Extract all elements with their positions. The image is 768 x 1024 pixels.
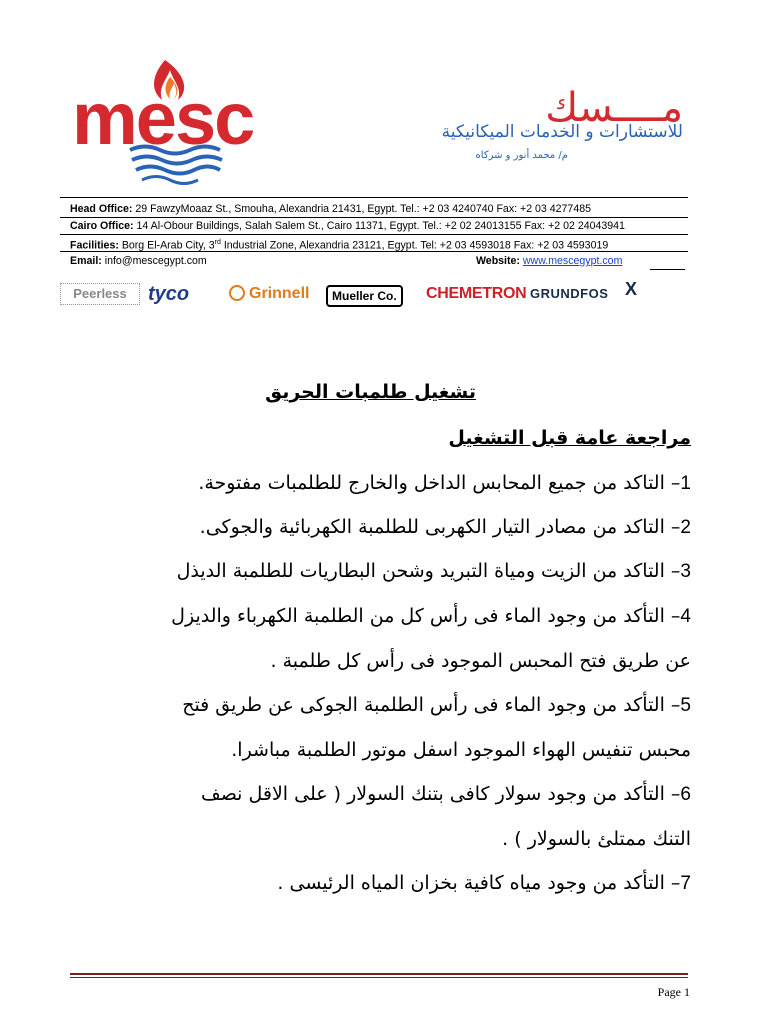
step-text: التأكد من وجود الماء فى رأس الطلمبة الجوكى عن طريق فتح <box>182 694 671 716</box>
step-text: التاكد من الزيت ومياة التبريد وشحن البطاريات للطلمبة الديذل <box>176 560 671 582</box>
footer-rule-thin <box>70 977 688 978</box>
footer-rule <box>70 973 688 975</box>
contact-divider <box>60 251 688 252</box>
step-3: 3– التاكد من الزيت ومياة التبريد وشحن البطاريات للطلمبة الديذل <box>176 560 691 582</box>
website-line <box>476 254 622 268</box>
chemetron-logo: CHEMETRON <box>426 285 527 302</box>
cairo-office-label: Cairo Office: <box>70 220 134 232</box>
step-text: التأكد من وجود مياه كافية بخزان المياه الرئيسى . <box>277 872 671 894</box>
head-office-line <box>70 202 690 216</box>
step-number: 6 <box>680 784 691 805</box>
email-label: Email: <box>70 255 102 267</box>
email-line <box>70 254 370 268</box>
step-number: 7 <box>680 873 691 894</box>
arabic-brand-name: مــــسك <box>545 85 683 131</box>
step-text: التأكد من وجود الماء فى رأس كل من الطلمبة الكهرباء والديزل <box>171 605 671 627</box>
cairo-office-line <box>70 219 690 233</box>
step-number: 2 <box>680 517 691 538</box>
section-heading: مراجعة عامة قبل التشغيل <box>448 427 691 449</box>
step-2: 2– التاكد من مصادر التيار الكهربى للطلمبة الكهربائية والجوكى. <box>199 516 691 538</box>
facilities-ordinal: rd <box>214 239 221 246</box>
contact-divider <box>60 234 688 235</box>
step-7: 7– التأكد من وجود مياه كافية بخزان المياه الرئيسى . <box>277 872 691 894</box>
mueller-logo: Mueller Co. <box>326 285 403 307</box>
step-4: 4– التأكد من وجود الماء فى رأس كل من الطلمبة الكهرباء والديزل <box>171 605 691 627</box>
step-number: 5 <box>680 695 691 716</box>
header-rule <box>60 197 688 198</box>
grundfos-mark-icon: X <box>625 279 638 299</box>
step-6: 6– التأكد من وجود سولار كافى بتنك السولار ( على الاقل نصف <box>201 783 691 805</box>
document-title: تشغيل طلمبات الحريق <box>265 381 476 403</box>
facilities-address-start: Borg El-Arab City, 3 <box>118 239 215 252</box>
peerless-logo: Peerless <box>60 283 140 305</box>
page-number: Page 1 <box>657 985 690 999</box>
website-rule <box>650 269 685 270</box>
arabic-brand-owner: م/ محمد أنور و شركاه <box>475 150 568 161</box>
step-number: 4 <box>680 606 691 627</box>
step-text: التأكد من وجود سولار كافى بتنك السولار ( على الاقل نصف <box>201 783 671 805</box>
step-4-continuation: عن طريق فتح المحبس الموجود فى رأس كل طلمبة . <box>270 650 691 672</box>
cairo-office-address: 14 Al-Obour Buildings, Salah Salem St., Cairo 11371, Egypt. Tel.: +2 02 24013155 Fax: +2 02 24043941 <box>133 220 625 232</box>
head-office-label: Head Office: <box>70 203 133 215</box>
arabic-brand-subtitle: للاستشارات و الخدمات الميكانيكية <box>441 122 683 142</box>
logo-wordmark: mesc <box>72 77 254 160</box>
grundfos-logo: GRUNDFOS <box>530 286 609 301</box>
website-label: Website: <box>476 255 520 267</box>
tyco-logo: tyco <box>148 283 190 305</box>
step-text: التاكد من جميع المحابس الداخل والخارج للطلمبات مفتوحة. <box>198 472 671 494</box>
contact-divider <box>60 217 688 218</box>
grinnell-mark-icon <box>229 285 245 301</box>
step-5-continuation: محبس تنفيس الهواء الموجود اسفل موتور الطلمبة مباشرا. <box>231 739 691 761</box>
email-address[interactable]: info@mescegypt.com <box>101 255 207 267</box>
website-link[interactable]: www.mescegypt.com <box>522 255 623 267</box>
step-1: 1– التاكد من جميع المحابس الداخل والخارج للطلمبات مفتوحة. <box>198 472 691 494</box>
facilities-label: Facilities: <box>70 239 119 252</box>
grinnell-logo: Grinnell <box>249 285 310 302</box>
step-number: 3 <box>680 561 691 582</box>
head-office-address: 29 FawzyMoaaz St., Smouha, Alexandria 21431, Egypt. Tel.: +2 03 4240740 Fax: +2 03 4277485 <box>132 203 591 215</box>
facilities-address-end: Industrial Zone, Alexandria 23121, Egypt. Tel: +2 03 4593018 Fax: +2 03 4593019 <box>220 239 609 252</box>
step-text: التاكد من مصادر التيار الكهربى للطلمبة الكهربائية والجوكى. <box>199 516 671 538</box>
step-6-continuation: التنك ممتلئ بالسولار ) . <box>502 828 691 850</box>
step-number: 1 <box>680 473 691 494</box>
step-5: 5– التأكد من وجود الماء فى رأس الطلمبة الجوكى عن طريق فتح <box>182 694 691 716</box>
